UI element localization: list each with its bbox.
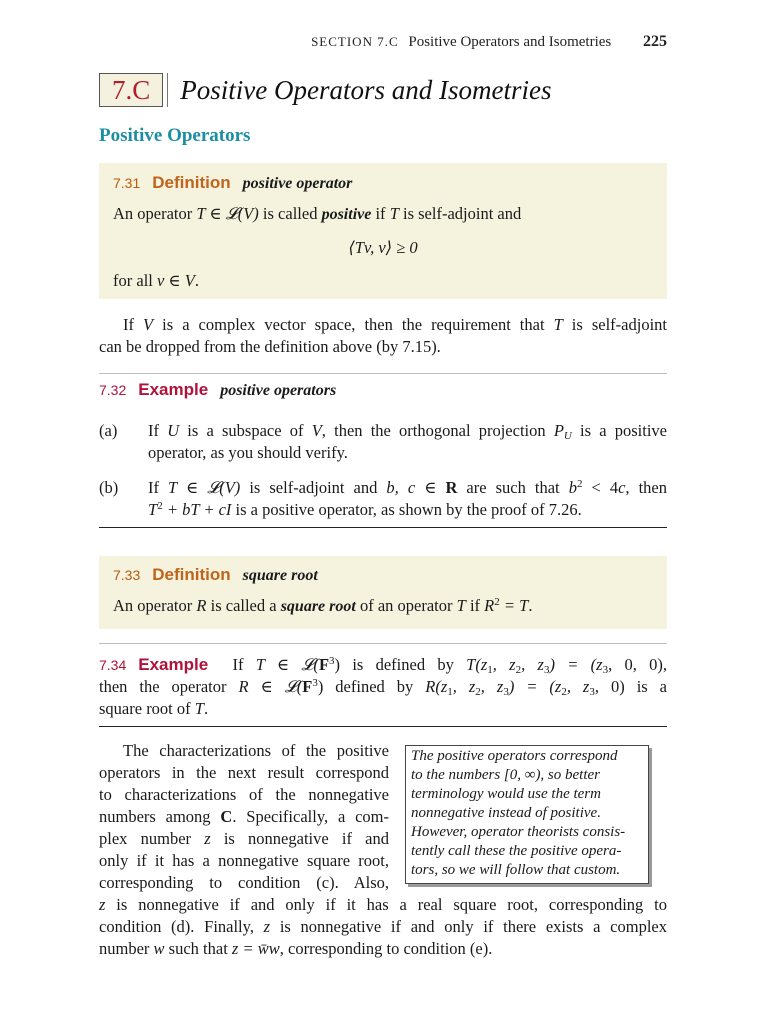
section-title: Positive Operators and Isometries	[180, 74, 552, 105]
definition-keyword: Definition	[152, 173, 231, 192]
margin-note-line: tently call these the positive opera-	[411, 843, 622, 859]
section-heading	[99, 73, 551, 107]
margin-note-line: However, operator theorists consis-	[411, 824, 626, 840]
margin-note	[405, 745, 649, 884]
paragraph-line: can be dropped from the definition above (by 7.15).	[99, 337, 441, 356]
definition-box-7-33	[99, 556, 667, 629]
definition-text-line: for all v ∈ V.	[113, 271, 199, 290]
example-top-rule	[99, 373, 667, 374]
heading-divider	[167, 73, 168, 107]
definition-term: positive operator	[242, 175, 353, 192]
example-number: 7.32	[99, 382, 127, 398]
margin-note-line: nonnegative instead of positive.	[411, 805, 601, 821]
paragraph-line: to characterizations of the nonnegative	[99, 785, 389, 804]
header-section-name: Positive Operators and Isometries	[408, 34, 612, 50]
example-line: square root of T.	[99, 699, 209, 718]
margin-note-line: to the numbers [0, ∞), so better	[411, 767, 601, 783]
definition-text-line: An operator T ∈ 𝓛(V) is called positive if T is self-adjoint and	[113, 204, 522, 223]
example-keyword: Example	[138, 380, 209, 399]
example-line: then the operator R ∈ $𝓛(F^3)$ defined by $R(z_1$, $z_2$, $z_3) = (z_2$, $z_3$, 0) is a	[99, 677, 667, 698]
header-section-label: SECTION 7.C	[311, 34, 399, 49]
example-number: 7.34	[99, 657, 127, 673]
item-label-a: (a)	[99, 421, 118, 440]
margin-note-line: tors, so we will follow that custom.	[411, 862, 621, 878]
item-b-line: $T^2$ + bT + cI is a positive operator, as shown by the proof of 7.26.	[148, 500, 582, 519]
example-bottom-rule	[99, 527, 667, 528]
item-a-line: If U is a subspace of V, then the orthogonal projection $P_U$ is a positive	[148, 421, 668, 442]
display-equation: ⟨Tv, v⟩ ≥ 0	[348, 238, 418, 257]
definition-box-7-31	[99, 163, 667, 299]
paragraph-line: The characterizations of the positive	[123, 741, 389, 760]
paragraph-line: number w such that z = w̄w, corresponding to condition (e).	[99, 939, 493, 958]
subsection-title: Positive Operators	[99, 125, 251, 146]
running-header	[311, 33, 667, 51]
paragraph-line: numbers among C. Specifically, a com-	[99, 807, 389, 826]
page-number: 225	[643, 33, 667, 50]
paragraph-line: plex number z is nonnegative if and	[99, 829, 389, 848]
paragraph-line: corresponding to condition (c). Also,	[99, 873, 389, 892]
item-label-b: (b)	[99, 478, 119, 497]
example-bottom-rule	[99, 726, 667, 727]
section-number-box: 7.C	[99, 73, 163, 107]
example-keyword: Example	[138, 655, 209, 674]
example-top-rule	[99, 643, 667, 644]
definition-term: square root	[242, 567, 318, 584]
example-term: positive operators	[220, 382, 337, 399]
paragraph-line: If V is a complex vector space, then the requirement that T is self-adjoint	[123, 315, 667, 334]
definition-number: 7.33	[113, 567, 141, 583]
definition-heading	[113, 173, 352, 193]
item-b-line: If T ∈ 𝓛(V) is self-adjoint and b, c ∈ R are such that $b^2 < 4c$, then	[148, 478, 667, 497]
paragraph-line: condition (d). Finally, z is nonnegative if and only if there exists a complex	[99, 917, 667, 936]
definition-heading	[113, 565, 318, 585]
definition-text-line: An operator R is called a square root of an operator T if $R^2 = T$.	[113, 596, 533, 615]
definition-number: 7.31	[113, 175, 141, 191]
margin-note-line: terminology would use the term	[411, 786, 601, 802]
paragraph-line: z is nonnegative if and only if it has a real square root, corresponding to	[99, 895, 667, 914]
paragraph-line: operators in the next result correspond	[99, 763, 389, 782]
item-a-line: operator, as you should verify.	[148, 443, 348, 462]
margin-note-line: The positive operators correspond	[411, 748, 618, 764]
definition-keyword: Definition	[152, 565, 231, 584]
example-line: 7.34 Example If T ∈ $𝓛(F^3)$ is defined by $T(z_1$, $z_2$, $z_3) = (z_3$, 0, 0),	[99, 655, 668, 676]
example-heading	[99, 380, 336, 400]
paragraph-line: only if it has a nonnegative square root,	[99, 851, 389, 870]
